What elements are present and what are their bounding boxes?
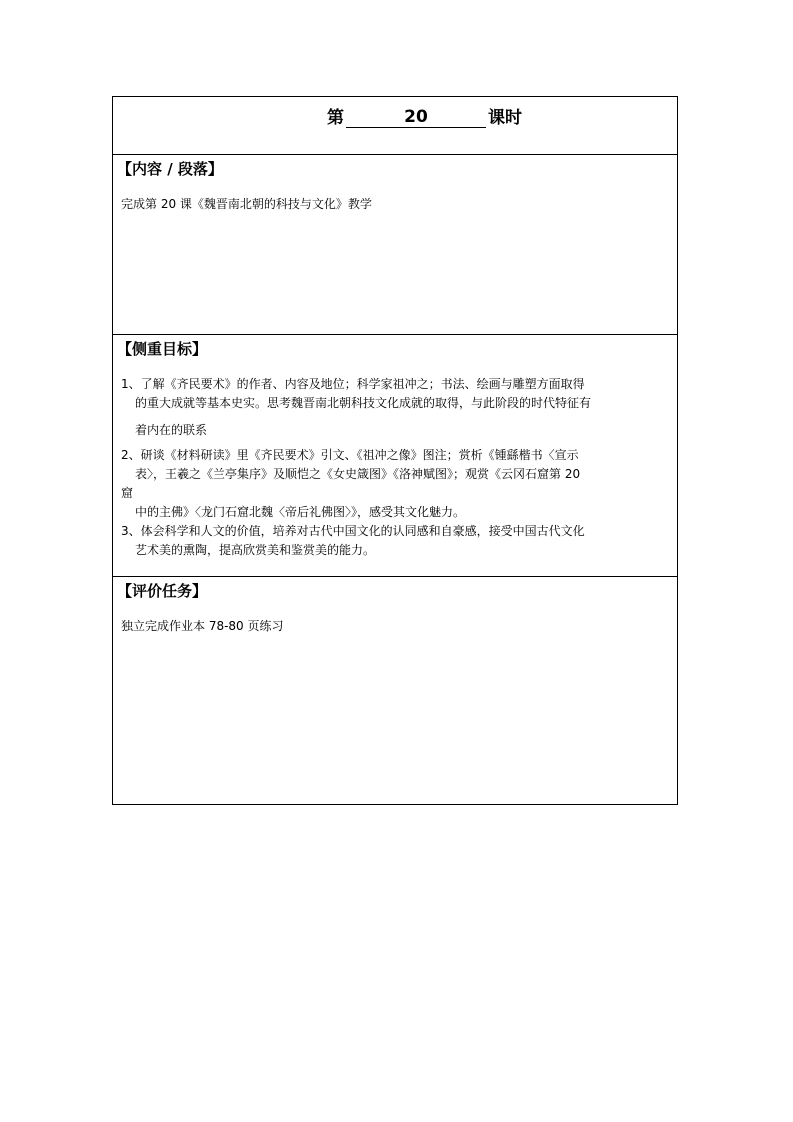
content-section	[113, 154, 677, 334]
evaluation-text: 独立完成作业本 78-80 页练习	[121, 619, 284, 633]
objective-1-line-1: 1、了解《齐民要术》的作者、内容及地位；科学家祖冲之；书法、绘画与雕塑方面取得	[121, 377, 585, 391]
objective-2-line-1: 2、研谈《材料研读》里《齐民要术》引文、《祖冲之像》图注；赏析《锺繇楷书〈宣示	[121, 448, 579, 462]
lesson-title-row	[113, 97, 677, 154]
objective-item-2	[121, 446, 663, 522]
objective-3-line-1: 3、体会科学和人文的价值，培养对古代中国文化的认同感和自豪感，接受中国古代文化	[121, 524, 585, 538]
objectives-section	[113, 334, 677, 576]
title-suffix: 课时	[488, 108, 522, 128]
objective-2-line-3: 窟	[121, 486, 134, 500]
lesson-plan-table	[112, 96, 678, 805]
objective-2-line-2: 表〉，王羲之《兰亭集序》及顺恺之《女史箴图》《洛神赋图》；观赏《云冈石窟第 20	[135, 467, 581, 481]
content-heading: 【内容 / 段落】	[117, 160, 223, 178]
objective-3-line-2: 艺术美的熏陶，提高欣赏美和鉴赏美的能力。	[135, 543, 376, 557]
objective-item-1	[121, 375, 663, 440]
evaluation-heading: 【评价任务】	[117, 582, 208, 600]
lesson-number: 20	[346, 107, 486, 128]
title-prefix: 第	[327, 108, 344, 128]
objective-2-line-4: 中的主佛》〈龙门石窟北魏〈帝后礼佛图〉》，感受其文化魅力。	[135, 505, 466, 519]
evaluation-section	[113, 576, 677, 804]
content-text: 完成第 20 课《魏晋南北朝的科技与文化》教学	[121, 197, 372, 211]
objectives-list	[113, 375, 677, 560]
objective-item-3	[121, 522, 663, 560]
objectives-heading: 【侧重目标】	[117, 340, 208, 358]
objective-1-line-3: 着内在的联系	[135, 423, 208, 437]
objective-1-line-2: 的重大成就等基本史实。思考魏晋南北朝科技文化成就的取得，与此阶段的时代特征有	[135, 396, 592, 410]
lesson-title	[327, 107, 522, 128]
